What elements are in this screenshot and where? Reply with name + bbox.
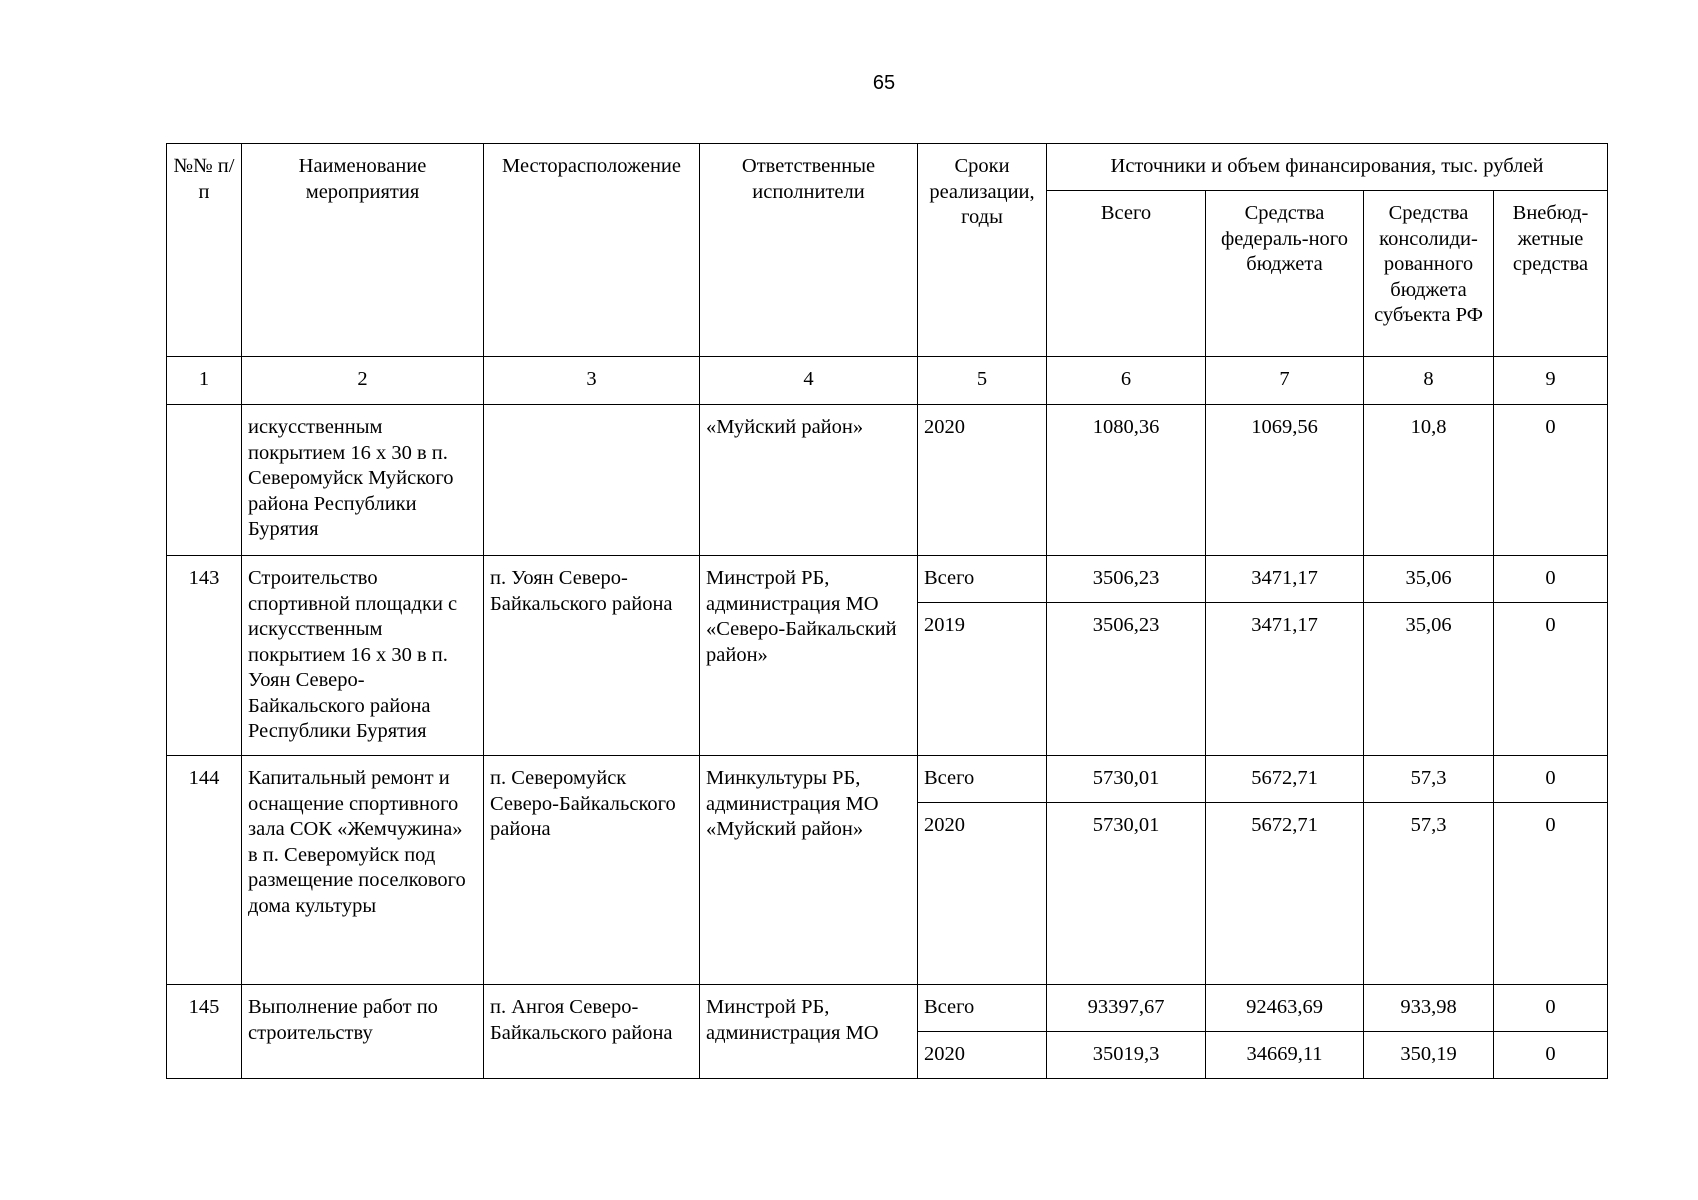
row-executors: «Муйский район» (700, 405, 918, 556)
row-total: 93397,67 (1047, 985, 1206, 1032)
header-executors: Ответственные исполнители (700, 144, 918, 357)
row-federal: 34669,11 (1206, 1032, 1364, 1079)
column-number: 3 (484, 357, 700, 405)
header-num: №№ п/п (167, 144, 242, 357)
table-row (167, 985, 1608, 1032)
row-location: п. Северомуйск Северо-Байкальского района (484, 756, 700, 985)
header-extra: Внебюд-жетные средства (1494, 191, 1608, 357)
column-number: 5 (918, 357, 1047, 405)
row-extra: 0 (1494, 405, 1608, 556)
column-number: 8 (1364, 357, 1494, 405)
header-location: Месторасположение (484, 144, 700, 357)
row-regional: 35,06 (1364, 556, 1494, 603)
row-extra: 0 (1494, 556, 1608, 603)
row-total: 5730,01 (1047, 803, 1206, 985)
row-regional: 350,19 (1364, 1032, 1494, 1079)
row-federal: 92463,69 (1206, 985, 1364, 1032)
row-executors: Минстрой РБ, администрация МО «Северо-Байкальский район» (700, 556, 918, 756)
column-number: 1 (167, 357, 242, 405)
row-regional: 10,8 (1364, 405, 1494, 556)
row-federal: 3471,17 (1206, 603, 1364, 756)
row-federal: 1069,56 (1206, 405, 1364, 556)
row-num: 145 (167, 985, 242, 1079)
row-num (167, 405, 242, 556)
row-period: 2020 (918, 803, 1047, 985)
column-number: 9 (1494, 357, 1608, 405)
row-federal: 5672,71 (1206, 803, 1364, 985)
row-name: искусственным покрытием 16 х 30 в п. Северомуйск Муйского района Республики Бурятия (242, 405, 484, 556)
row-num: 144 (167, 756, 242, 985)
row-location: п. Уоян Северо-Байкальского района (484, 556, 700, 756)
row-extra: 0 (1494, 1032, 1608, 1079)
column-number: 6 (1047, 357, 1206, 405)
row-num: 143 (167, 556, 242, 756)
header-name: Наименование мероприятия (242, 144, 484, 357)
header-row (167, 144, 1608, 191)
row-federal: 5672,71 (1206, 756, 1364, 803)
row-extra: 0 (1494, 803, 1608, 985)
row-executors: Минкультуры РБ, администрация МО «Муйский район» (700, 756, 918, 985)
header-period: Сроки реализации, годы (918, 144, 1047, 357)
row-executors: Минстрой РБ, администрация МО (700, 985, 918, 1079)
header-total: Всего (1047, 191, 1206, 357)
row-period: 2020 (918, 1032, 1047, 1079)
row-extra: 0 (1494, 603, 1608, 756)
header-regional: Средства консолиди-рованного бюджета субъекта РФ (1364, 191, 1494, 357)
row-name: Капитальный ремонт и оснащение спортивного зала СОК «Жемчужина» в п. Северомуйск под размещение поселкового дома культуры (242, 756, 484, 985)
row-total: 3506,23 (1047, 556, 1206, 603)
row-name: Выполнение работ по строительству (242, 985, 484, 1079)
page-number: 65 (872, 72, 896, 94)
row-regional: 57,3 (1364, 803, 1494, 985)
row-period: Всего (918, 556, 1047, 603)
row-total: 3506,23 (1047, 603, 1206, 756)
column-number: 7 (1206, 357, 1364, 405)
row-period: 2019 (918, 603, 1047, 756)
row-federal: 3471,17 (1206, 556, 1364, 603)
financing-table (166, 143, 1608, 1079)
row-extra: 0 (1494, 756, 1608, 803)
row-period: Всего (918, 985, 1047, 1032)
row-location (484, 405, 700, 556)
row-regional: 933,98 (1364, 985, 1494, 1032)
row-period: Всего (918, 756, 1047, 803)
table-row (167, 756, 1608, 803)
column-number: 4 (700, 357, 918, 405)
row-name: Строительство спортивной площадки с искусственным покрытием 16 х 30 в п. Уоян Северо-Байкальского района Республики Бурятия (242, 556, 484, 756)
row-total: 35019,3 (1047, 1032, 1206, 1079)
row-regional: 57,3 (1364, 756, 1494, 803)
row-extra: 0 (1494, 985, 1608, 1032)
column-numbers-row (167, 357, 1608, 405)
row-regional: 35,06 (1364, 603, 1494, 756)
header-financing: Источники и объем финансирования, тыс. рублей (1047, 144, 1608, 191)
header-federal: Средства федераль-ного бюджета (1206, 191, 1364, 357)
row-period: 2020 (918, 405, 1047, 556)
row-total: 1080,36 (1047, 405, 1206, 556)
column-number: 2 (242, 357, 484, 405)
row-location: п. Ангоя Северо-Байкальского района (484, 985, 700, 1079)
table-row (167, 405, 1608, 556)
table-row (167, 556, 1608, 603)
row-total: 5730,01 (1047, 756, 1206, 803)
